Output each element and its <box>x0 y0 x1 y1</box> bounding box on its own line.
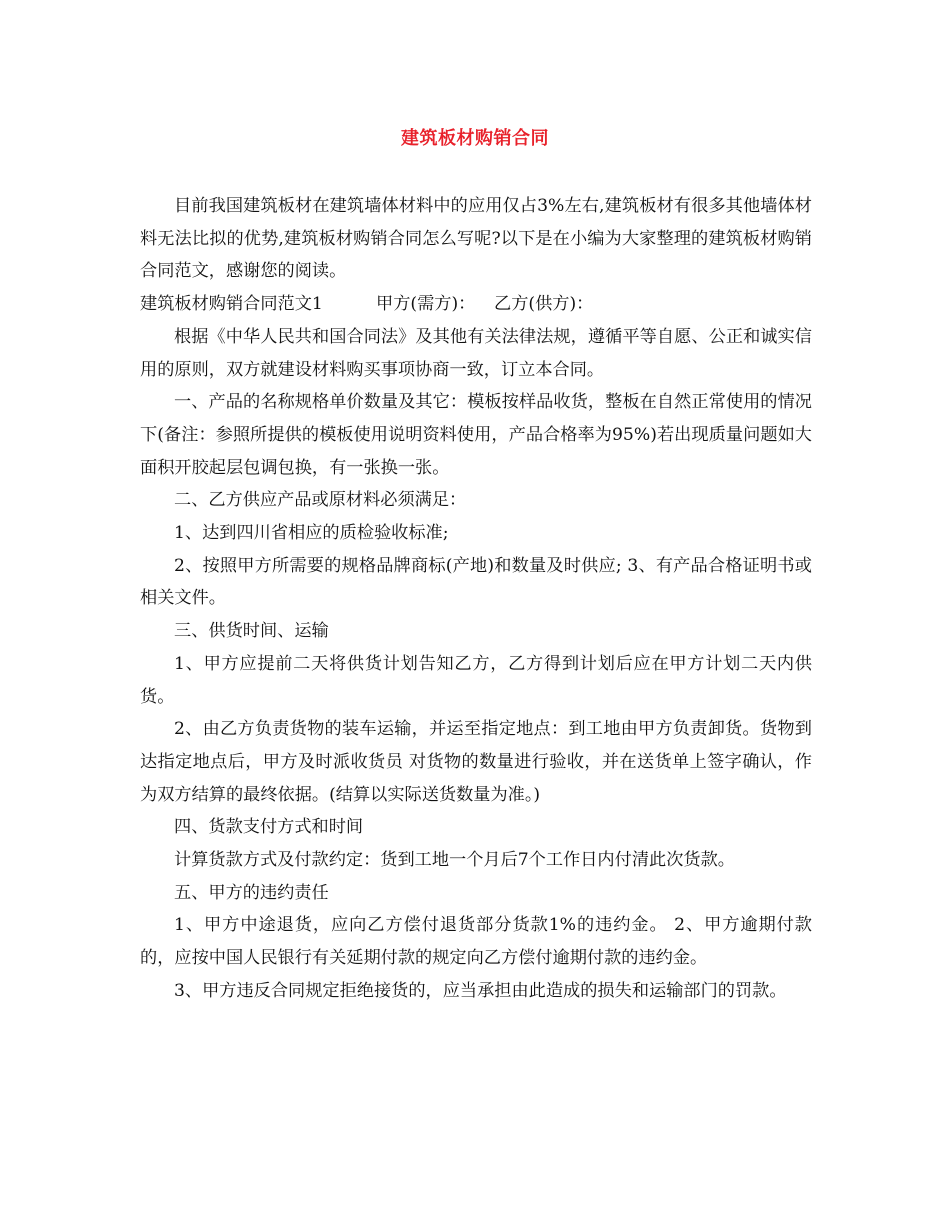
clause-three-item-2: 2、由乙方负责货物的装车运输，并运至指定地点：到工地由甲方负责卸货。货物到达指定地点后，甲方及时派收货员 对货物的数量进行验收，并在送货单上签字确认，作为双方结算的最终依据。(结算以实际送货数量为准。) <box>140 719 812 805</box>
clause-three-heading: 三、供货时间、运输 <box>174 621 329 642</box>
clause-one: 一、产品的名称规格单价数量及其它：模板按样品收货，整板在自然正常使用的情况下(备注：参照所提供的模板使用说明资料使用，产品合格率为95%)若出现质量问题如大面积开胶起层包调包换，有一张换一张。 <box>140 392 812 478</box>
clause-five-heading: 五、甲方的违约责任 <box>174 882 329 903</box>
party-a-label: 甲方(需方)： <box>376 294 476 315</box>
document-title: 建筑板材购销合同 <box>401 128 549 149</box>
clause-four-item-1: 计算货款方式及付款约定：货到工地一个月后7个工作日内付清此次货款。 <box>174 850 735 871</box>
document-body <box>140 190 812 1008</box>
sample-heading-line <box>140 288 812 321</box>
party-b-label: 乙方(供方)： <box>494 294 594 315</box>
clause-three-item-1: 1、甲方应提前二天将供货计划告知乙方，乙方得到计划后应在甲方计划二天内供货。 <box>140 653 812 707</box>
clause-four-heading: 四、货款支付方式和时间 <box>174 817 364 838</box>
clause-five-item-3: 3、甲方违反合同规定拒绝接货的，应当承担由此造成的损失和运输部门的罚款。 <box>174 980 787 1001</box>
clause-two-item-2: 2、按照甲方所需要的规格品牌商标(产地)和数量及时供应; 3、有产品合格证明书或相关文件。 <box>140 555 812 609</box>
basis-paragraph: 根据《中华人民共和国合同法》及其他有关法律法规，遵循平等自愿、公正和诚实信用的原则，双方就建设材料购买事项协商一致，订立本合同。 <box>140 326 812 380</box>
clause-two-heading: 二、乙方供应产品或原材料必须满足： <box>174 490 467 511</box>
sample-heading: 建筑板材购销合同范文1 <box>140 294 323 315</box>
clause-two-item-1: 1、达到四川省相应的质检验收标准; <box>174 523 449 544</box>
intro-paragraph: 目前我国建筑板材在建筑墙体材料中的应用仅占3%左右,建筑板材有很多其他墙体材料无法比拟的优势,建筑板材购销合同怎么写呢?以下是在小编为大家整理的建筑板材购销合同范文，感谢您的阅读。 <box>140 196 812 282</box>
clause-five-item-1-2: 1、甲方中途退货，应向乙方偿付退货部分货款1%的违约金。 2、甲方逾期付款的，应按中国人民银行有关延期付款的规定向乙方偿付逾期付款的违约金。 <box>140 915 812 969</box>
